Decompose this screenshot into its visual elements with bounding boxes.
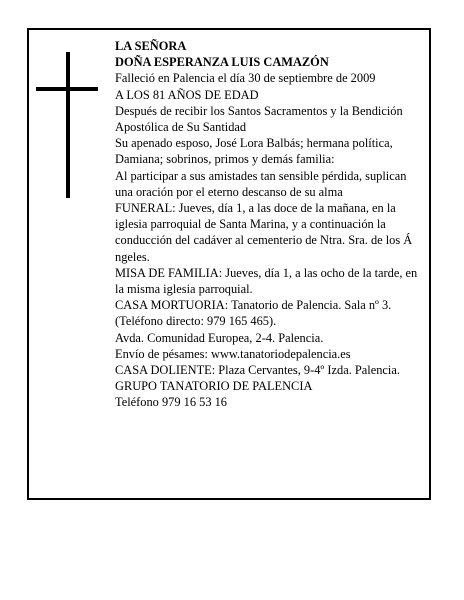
group-line: GRUPO TANATORIO DE PALENCIA	[115, 379, 313, 394]
phone-line: Teléfono 979 16 53 16	[115, 395, 228, 410]
casa-doliente-paragraph: CASA DOLIENTE: Plaza Cervantes, 9-4º Izda. Palencia.	[115, 363, 400, 378]
obituary-text	[115, 38, 421, 411]
title-line-1: LA SEÑORA	[115, 39, 187, 53]
age-line: A LOS 81 AÑOS DE EDAD	[115, 87, 259, 102]
cross-horizontal-bar	[36, 87, 98, 91]
condolences-line: Envío de pésames: www.tanatoriodepalencia.es	[115, 346, 351, 361]
latin-cross-icon	[36, 52, 98, 198]
cross-vertical-bar	[66, 52, 70, 198]
death-info: Falleció en Palencia el día 30 de septiembre de 2009	[115, 71, 376, 86]
casa-mortuoria-paragraph: CASA MORTUORIA: Tanatorio de Palencia. Sala nº 3. (Teléfono directo: 979 165 465).	[115, 298, 392, 329]
address-line: Avda. Comunidad Europea, 2-4. Palencia.	[115, 330, 324, 345]
family-paragraph: Su apenado esposo, José Lora Balbás; hermana política, Damiana; sobrinos, primos y demás familia:	[115, 136, 393, 167]
deceased-name: DOÑA ESPERANZA LUIS CAMAZÓN	[115, 55, 329, 70]
misa-paragraph: MISA DE FAMILIA: Jueves, día 1, a las ocho de la tarde, en la misma iglesia parroquial.	[115, 265, 418, 297]
funeral-paragraph: FUNERAL: Jueves, día 1, a las doce de la mañana, en la iglesia parroquial de Santa Marina, y a continuación la conducción del cadáver al cementerio de Ntra. Sra. de los Á ngeles.	[115, 201, 413, 264]
request-paragraph: Al participar a sus amistades tan sensible pérdida, suplican una oración por el eterno descanso de su alma	[115, 168, 407, 199]
sacraments-paragraph: Después de recibir los Santos Sacramentos y la Bendición Apostólica de Su Santidad	[115, 103, 403, 135]
